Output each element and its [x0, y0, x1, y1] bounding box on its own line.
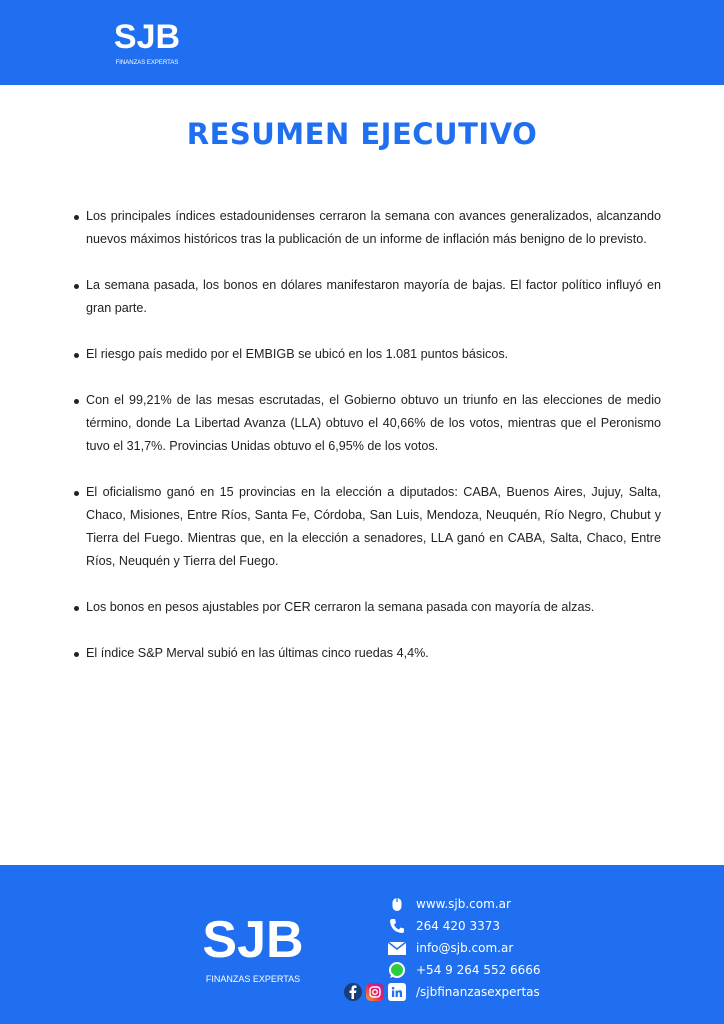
- instagram-icon[interactable]: [366, 983, 384, 1001]
- whatsapp-number[interactable]: +54 9 264 552 6666: [416, 963, 541, 977]
- page-title: RESUMEN EJECUTIVO: [186, 117, 538, 151]
- header-bar: [0, 0, 724, 85]
- list-item: Los principales índices estadounidenses cerraron la semana con avances generalizados, alcanzando nuevos máximos históricos tras la publicación de un informe de inflación más benigno de lo previsto.: [86, 205, 661, 251]
- header-logo: SJB FINANZAS EXPERTAS: [113, 18, 181, 66]
- list-item: El oficialismo ganó en 15 provincias en la elección a diputados: CABA, Buenos Aires, Jujuy, Salta, Chaco, Misiones, Entre Ríos, Santa Fe, Córdoba, San Luis, Mendoza, Neuquén, Río Negro, Chubut y Tierra del Fuego. Mientras que, en la elección a senadores, LLA ganó en CABA, Salta, Chaco, Entre Ríos, Neuquén y Tierra del Fuego.: [86, 481, 661, 573]
- list-item: La semana pasada, los bonos en dólares manifestaron mayoría de bajas. El factor político influyó en gran parte.: [86, 274, 661, 320]
- mouse-icon: [388, 895, 406, 913]
- footer-logo: SJB FINANZAS EXPERTAS: [202, 911, 304, 984]
- website-link[interactable]: www.sjb.com.ar: [416, 897, 511, 911]
- phone-number[interactable]: 264 420 3373: [416, 919, 500, 933]
- phone-row: [330, 915, 541, 937]
- email-row: [330, 937, 541, 959]
- social-row: [330, 981, 541, 1003]
- list-item: El índice S&P Merval subió en las últimas cinco ruedas 4,4%.: [86, 642, 661, 665]
- list-item: Los bonos en pesos ajustables por CER cerraron la semana pasada con mayoría de alzas.: [86, 596, 661, 619]
- contact-info: [330, 893, 541, 1003]
- website-row: [330, 893, 541, 915]
- summary-list: [86, 205, 661, 688]
- footer-bar: [0, 865, 724, 1024]
- whatsapp-icon: [388, 961, 406, 979]
- whatsapp-row: [330, 959, 541, 981]
- email-link[interactable]: info@sjb.com.ar: [416, 941, 514, 955]
- list-item: Con el 99,21% de las mesas escrutadas, el Gobierno obtuvo un triunfo en las elecciones de medio término, donde La Libertad Avanza (LLA) obtuvo el 40,66% de los votos, mientras que el Peronismo tuvo el 31,7%. Provincias Unidas obtuvo el 6,95% de los votos.: [86, 389, 661, 458]
- social-handle[interactable]: /sjbfinanzasexpertas: [416, 985, 540, 999]
- list-item: El riesgo país medido por el EMBIGB se ubicó en los 1.081 puntos básicos.: [86, 343, 661, 366]
- linkedin-icon[interactable]: [388, 983, 406, 1001]
- mail-icon: [388, 939, 406, 957]
- facebook-icon[interactable]: [344, 983, 362, 1001]
- phone-icon: [388, 917, 406, 935]
